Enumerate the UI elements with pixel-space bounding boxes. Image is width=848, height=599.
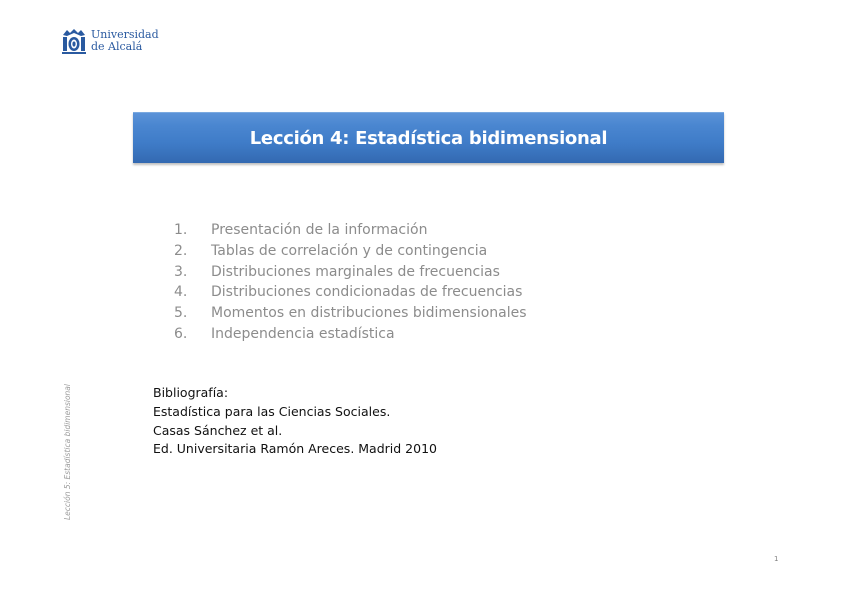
bibliography-line: Estadística para las Ciencias Sociales. [153, 403, 391, 419]
logo-line-1: Universidad [91, 28, 159, 41]
topic-number: 3. [174, 263, 188, 280]
topic-item [174, 324, 527, 345]
vertical-lesson-label: Lección 5: Estadística bidimensional [63, 384, 72, 520]
topic-label: Presentación de la información [211, 222, 428, 238]
topic-number: 4. [174, 284, 188, 301]
topic-label: Distribuciones marginales de frecuencias [211, 263, 500, 280]
topic-number: 1. [174, 222, 188, 238]
topic-label: Momentos en distribuciones bidimensionales [211, 305, 527, 322]
bibliography-block [153, 384, 437, 459]
bibliography-line: Casas Sánchez et al. [153, 422, 283, 438]
topics-list [174, 220, 527, 345]
topic-item [174, 262, 527, 283]
university-crest-icon [61, 27, 87, 55]
topic-item [174, 241, 527, 262]
topic-number: 2. [174, 242, 188, 259]
bibliography-line: Ed. Universitaria Ramón Areces. Madrid 2010 [153, 441, 437, 457]
topic-item [174, 303, 527, 324]
topic-item [174, 282, 527, 303]
topic-number: 5. [174, 305, 188, 322]
topic-label: Independencia estadística [211, 325, 395, 342]
slide-title: Lección 4: Estadística bidimensional [249, 127, 608, 149]
university-logo [61, 27, 159, 55]
page-number: 1 [774, 555, 779, 563]
topic-item [174, 220, 527, 241]
topic-label: Distribuciones condicionadas de frecuencias [211, 284, 523, 301]
topic-number: 6. [174, 325, 188, 342]
topic-label: Tablas de correlación y de contingencia [211, 242, 488, 259]
logo-line-2: de Alcalá [91, 40, 143, 53]
slide-title-bar [133, 112, 724, 163]
bibliography-heading: Bibliografía: [153, 385, 229, 400]
